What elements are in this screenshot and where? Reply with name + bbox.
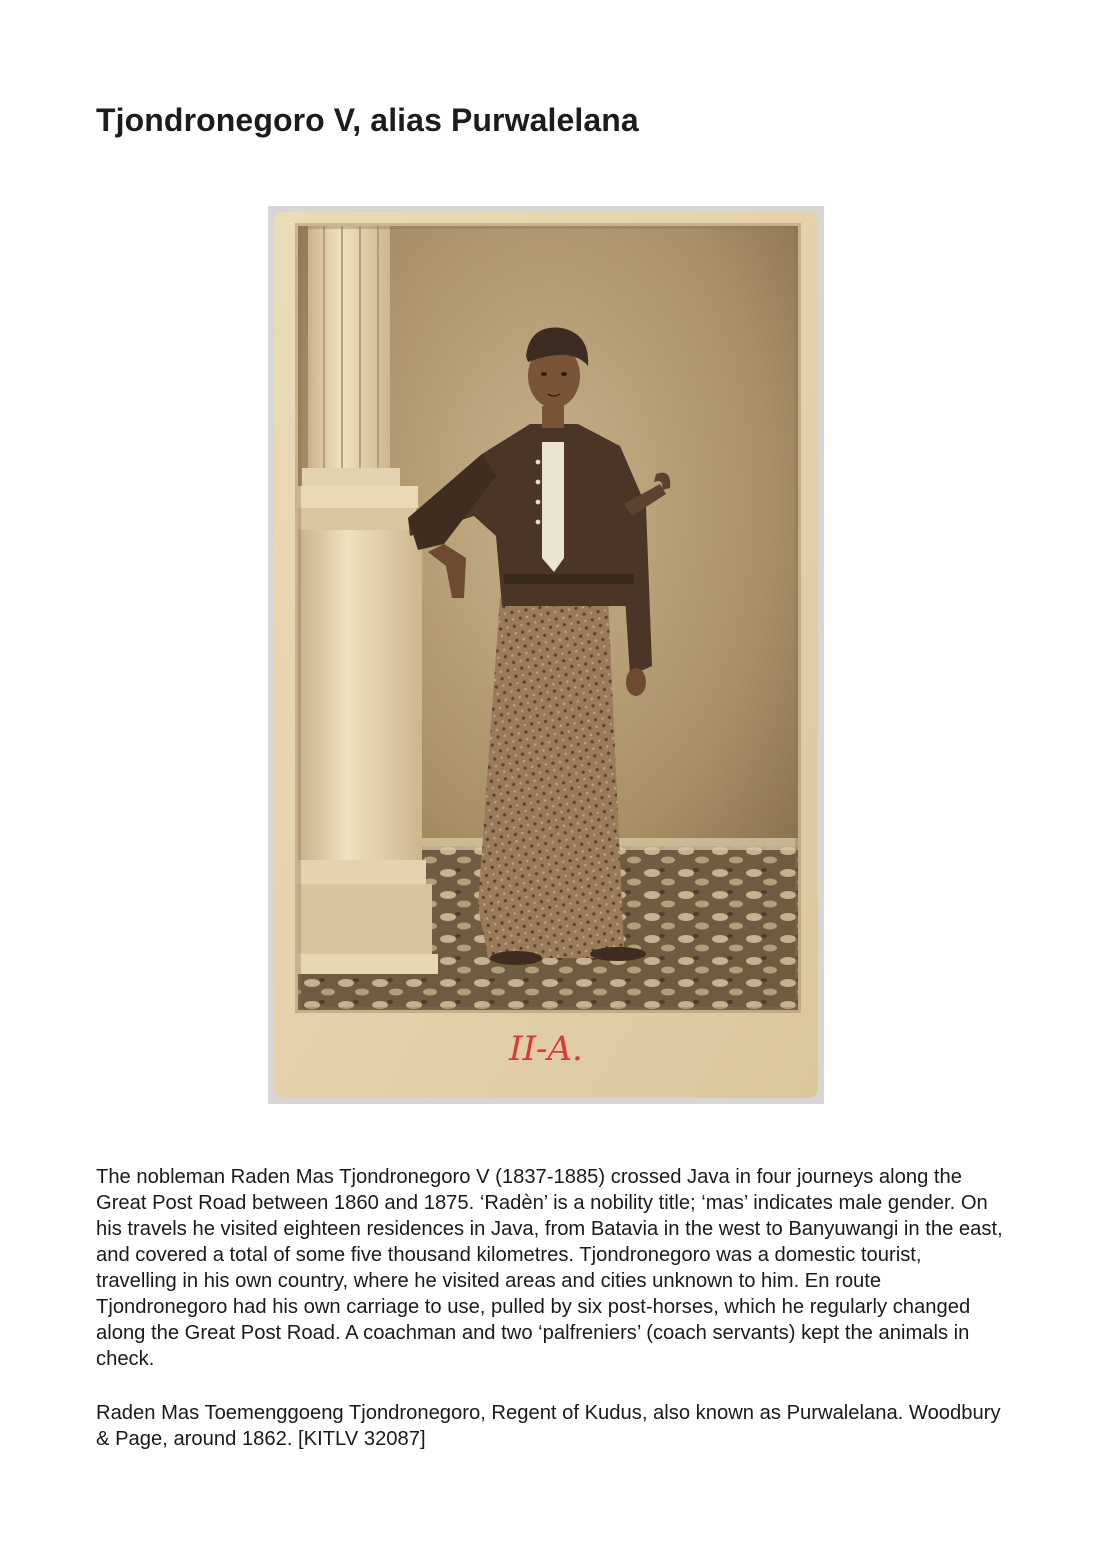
body-paragraph: The nobleman Raden Mas Tjondronegoro V (1837-1885) crossed Java in four journeys along the Great Post Road between 1860 and 1875. ‘Radèn’ is a nobility title; ‘mas’ indicates male gender. On his travels he visited eighteen residences in Java, from Batavia in the west to Banyuwangi in the east, and covered a total of some five thousand kilometres. Tjondronegoro was a domestic tourist, travelling in his own country, where he visited areas and cities unknown to him. En route Tjondronegoro had his own carriage to use, pulled by six post-horses, which he regularly changed along the Great Post Road. A coachman and two ‘palfreniers’ (coach servants) kept the animals in check. bbox=[96, 1166, 1003, 1370]
page-title: Tjondronegoro V, alias Purwalelana bbox=[96, 102, 639, 138]
photo-print bbox=[298, 226, 798, 1010]
portrait-photograph bbox=[268, 206, 824, 1104]
photo-caption: Raden Mas Toemenggoeng Tjondronegoro, Regent of Kudus, also known as Purwalelana. Woodbury & Page, around 1862. [KITLV 32087] bbox=[96, 1402, 1001, 1450]
inscription-label: II-A. bbox=[509, 1029, 583, 1069]
